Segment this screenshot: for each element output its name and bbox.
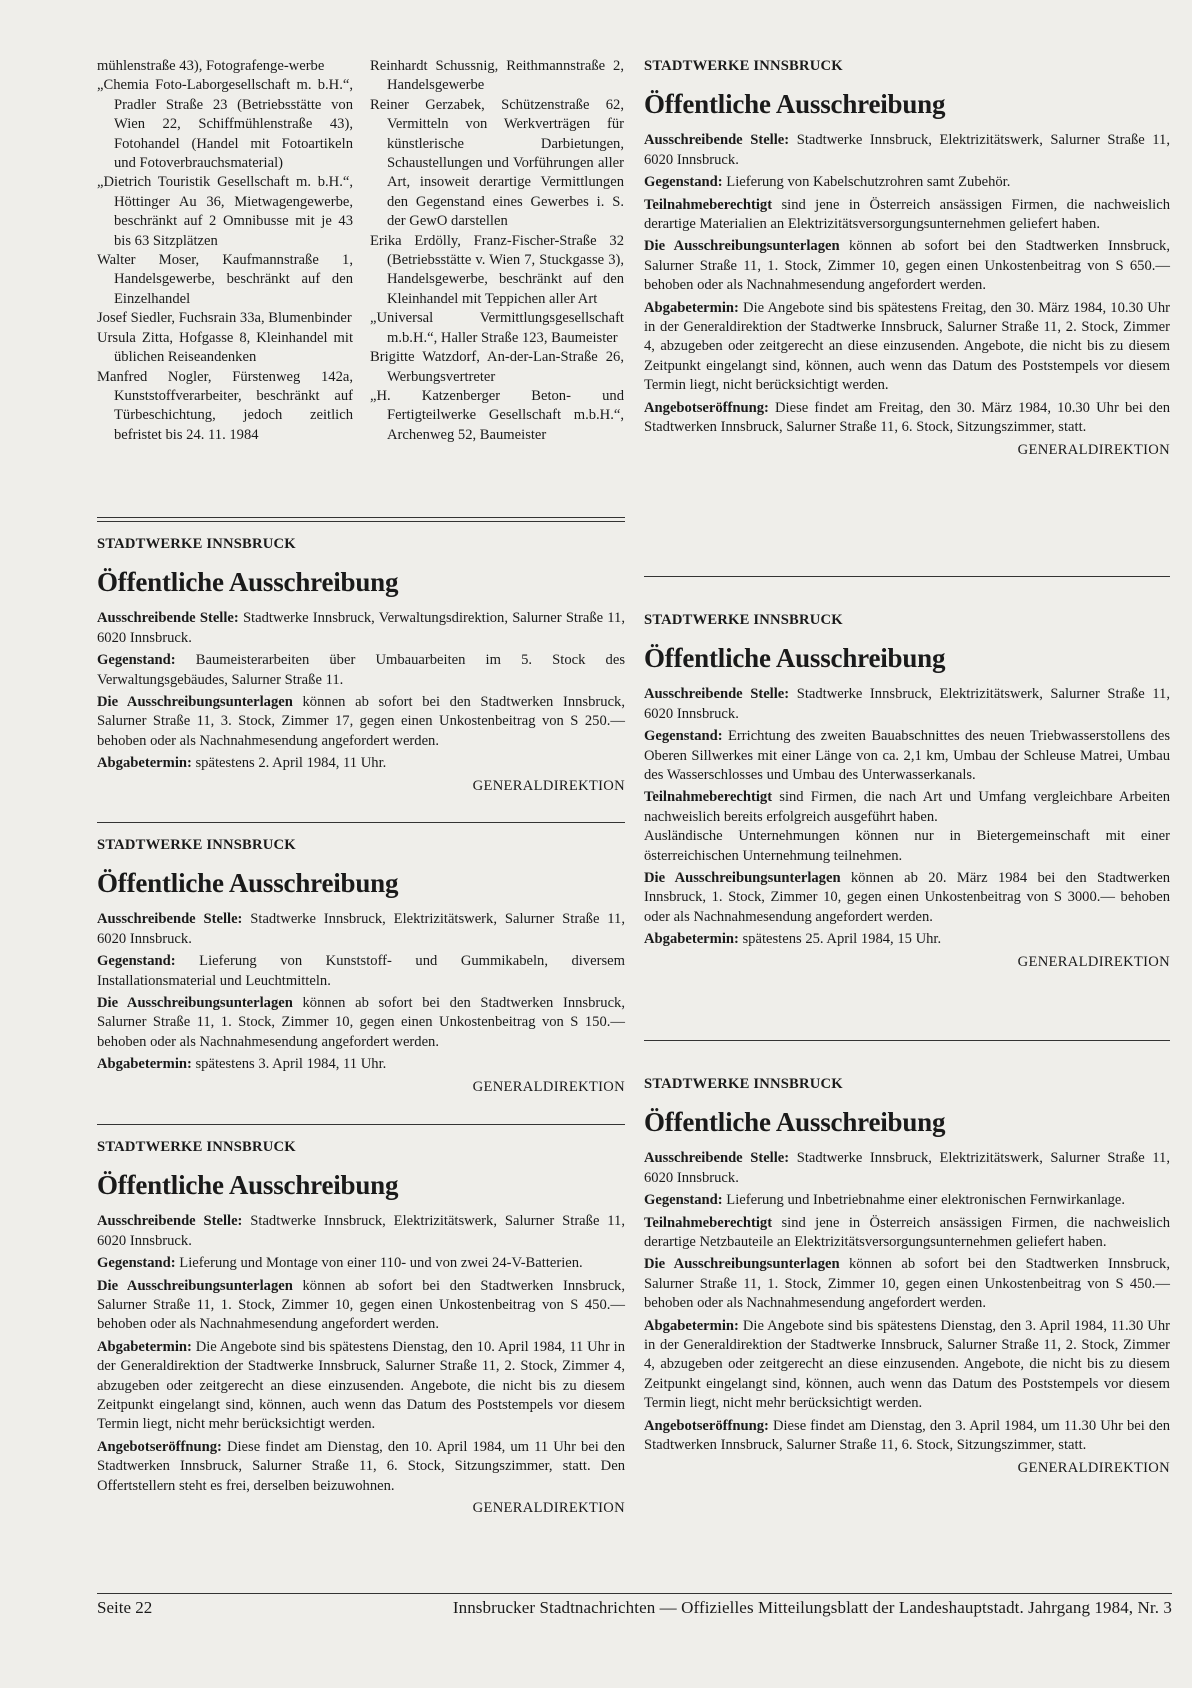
notice-title: Öffentliche Ausschreibung <box>644 89 946 120</box>
notice-paragraph <box>97 651 625 690</box>
tender-notice-6 <box>644 1075 1170 1478</box>
notice-text: Errichtung des zweiten Bauabschnittes des neuen Triebwasserstollens des Oberen Sillwerkes mit einer Länge von ca. 2,1 km, Umbau der Schleuse Matrei, Umbau des Wasserschlosses und Umbau des Unterwasserkanals. <box>644 728 1170 784</box>
notice-title: Öffentliche Ausschreibung <box>644 643 946 674</box>
double-rule <box>97 517 625 522</box>
notice-label: Teilnahmeberechtigt <box>644 789 773 806</box>
notice-label: Gegenstand: <box>644 174 723 191</box>
list-item: Walter Moser, Kaufmannstraße 1, Handelsgewerbe, beschränkt auf den Einzelhandel <box>97 252 353 307</box>
notice-text: sind jene in Österreich ansässigen Firmen, die nachweislich derartige Materialien an Elektrizitätsversorgungsunternehmen geliefert haben. <box>644 196 1170 233</box>
notice-paragraph <box>97 754 625 773</box>
notice-org: STADTWERKE INNSBRUCK <box>644 1076 843 1092</box>
notice-org: STADTWERKE INNSBRUCK <box>644 58 843 74</box>
notice-paragraph <box>644 196 1170 235</box>
notice-paragraph <box>97 1212 625 1251</box>
list-item: Brigitte Watzdorf, An-der-Lan-Straße 26, Werbungsvertreter <box>370 349 624 385</box>
page-number: Seite 22 <box>97 1598 153 1617</box>
notice-text: Stadtwerke Innsbruck, Verwaltungsdirektion, Salurner Straße 11, 6020 Innsbruck. <box>97 610 625 646</box>
divider-rule <box>644 1040 1170 1041</box>
notice-text: spätestens 2. April 1984, 11 Uhr. <box>191 755 387 772</box>
list-item: Josef Siedler, Fuchsrain 33a, Blumenbinder <box>97 310 352 327</box>
notice-org: STADTWERKE INNSBRUCK <box>97 837 296 853</box>
divider-rule <box>97 822 625 823</box>
notice-label: Die Ausschreibungsunterlagen <box>644 1256 840 1273</box>
notice-paragraph <box>97 1338 625 1435</box>
notice-text: können ab 20. März 1984 bei den Stadtwerken Innsbruck, 1. Stock, Zimmer 10, gegen einen Unkostenbeitrag von S 3000.— behoben oder als Nachnahmesendung angefordert werden. <box>644 870 1170 925</box>
notice-label: Abgabetermin: <box>97 1056 192 1073</box>
notice-paragraph <box>97 910 625 949</box>
notice-label: Angebotseröffnung: <box>644 399 769 416</box>
list-item: „H. Katzenberger Beton- und Fertigteilwerke Gesellschaft m.b.H.“, Archenweg 52, Baumeister <box>370 387 624 443</box>
notice-paragraph <box>644 1214 1170 1253</box>
notice-paragraph <box>644 131 1170 170</box>
trade-register-list-middle <box>370 57 624 445</box>
notice-paragraph <box>97 693 625 751</box>
notice-text: spätestens 25. April 1984, 15 Uhr. <box>738 931 942 948</box>
notice-label: Gegenstand: <box>97 652 176 669</box>
notice-label: Die Ausschreibungsunterlagen <box>97 1277 293 1294</box>
notice-paragraph <box>97 952 625 991</box>
notice-label: Angebotseröffnung: <box>97 1438 222 1455</box>
notice-paragraph <box>644 827 1170 866</box>
notice-label: Abgabetermin: <box>644 1317 739 1334</box>
notice-label: Gegenstand: <box>97 953 176 970</box>
trade-register-list-left <box>97 57 353 445</box>
tender-notice-5 <box>644 611 1170 972</box>
notice-text: Stadtwerke Innsbruck, Elektrizitätswerk, Salurner Straße 11, 6020 Innsbruck. <box>97 911 625 947</box>
list-item: „Chemia Foto-Laborgesellschaft m. b.H.“, Pradler Straße 23 (Betriebsstätte von Wien 22, Schiffmühlenstraße 43), Fotohandel (Handel mit Fotoartikeln und Fotoverbrauchsmaterial) <box>97 77 353 172</box>
notice-org: STADTWERKE INNSBRUCK <box>97 536 296 552</box>
notice-signature: GENERALDIREKTION <box>472 777 625 794</box>
notice-text: sind jene in Österreich ansässigen Firmen, die nachweislich derartige Netzbauteile an Elektrizitätsversorgungsunternehmen geliefert haben. <box>644 1214 1170 1251</box>
notice-paragraph <box>644 299 1170 396</box>
notice-label: Ausschreibende Stelle: <box>644 132 790 149</box>
notice-text: können ab sofort bei den Stadtwerken Innsbruck, Salurner Straße 11, 3. Stock, Zimmer 17, gegen einen Unkostenbeitrag von S 250.— behoben oder als Nachnahmesendung angefordert werden. <box>97 694 625 749</box>
notice-text: Lieferung und Inbetriebnahme einer elektronischen Fernwirkanlage. <box>722 1192 1126 1209</box>
notice-label: Ausschreibende Stelle: <box>644 1150 790 1167</box>
notice-paragraph <box>644 173 1170 192</box>
notice-paragraph <box>644 869 1170 927</box>
notice-text: Diese findet am Dienstag, den 10. April 1984, um 11 Uhr bei den Stadtwerken Innsbruck, Salurner Straße 11, 6. Stock, Sitzungszimmer, statt. Den Offertstellern steht es frei, derselben beizuwohnen. <box>97 1438 625 1494</box>
notice-signature: GENERALDIREKTION <box>1017 441 1170 458</box>
notice-label: Ausschreibende Stelle: <box>97 911 243 928</box>
notice-label: Ausschreibende Stelle: <box>97 1213 243 1230</box>
notice-text: Die Angebote sind bis spätestens Dienstag, den 10. April 1984, 11 Uhr in der Generaldirektion der Stadtwerke Innsbruck, Salurner Straße 11, 2. Stock, Zimmer 4, abzugeben oder zeitgerecht an diese einzusenden. Angebote, die nicht bis zu diesem Zeitpunkt eingelangt sind, können, auch wenn das Datum des Poststempels vor diesem Termin liegt, nicht mehr berücksichtigt werden. <box>97 1338 625 1433</box>
notice-text: Die Angebote sind bis spätestens Freitag, den 30. März 1984, 10.30 Uhr in der Generaldirektion der Stadtwerke Innsbruck, Salurner Straße 11, 2. Stock, Zimmer 4, abzugeben oder zeitgerecht an diese einzusenden. Angebote, die nicht bis zu diesem Zeitpunkt eingelangt sind, können, auch wenn das Datum des Poststempels vor diesem Termin liegt, nicht berücksichtigt werden. <box>644 299 1170 394</box>
list-item: mühlenstraße 43), Fotografenge-werbe <box>97 58 325 74</box>
notice-label: Abgabetermin: <box>97 1338 192 1355</box>
notice-text: können ab sofort bei den Stadtwerken Innsbruck, Salurner Straße 11, 1. Stock, Zimmer 10, gegen einen Unkostenbeitrag von S 150.— behoben oder als Nachnahmesendung angefordert werden. <box>97 995 625 1050</box>
notice-text: Lieferung von Kunststoff- und Gummikabeln, diversem Installationsmaterial und Leuchtmitteln. <box>97 953 625 989</box>
notice-label: Abgabetermin: <box>644 931 739 948</box>
divider-rule <box>644 576 1170 577</box>
list-item: Manfred Nogler, Fürstenweg 142a, Kunststoffverarbeiter, beschränkt auf Türbeschichtung, jedoch zeitlich befristet bis 24. 11. 1984 <box>97 368 353 443</box>
notice-title: Öffentliche Ausschreibung <box>97 1170 399 1201</box>
notice-label: Teilnahmeberechtigt <box>644 196 773 213</box>
notice-label: Die Ausschreibungsunterlagen <box>97 694 293 711</box>
notice-title: Öffentliche Ausschreibung <box>97 567 399 598</box>
notice-label: Die Ausschreibungsunterlagen <box>97 995 293 1012</box>
notice-text: können ab sofort bei den Stadtwerken Innsbruck, Salurner Straße 11, 1. Stock, Zimmer 10, gegen einen Unkostenbeitrag von S 450.— behoben oder als Nachnahmesendung angefordert werden. <box>97 1277 625 1333</box>
notice-paragraph <box>644 930 1170 949</box>
notice-signature: GENERALDIREKTION <box>1017 953 1170 970</box>
divider-rule <box>97 1124 625 1125</box>
notice-label: Gegenstand: <box>644 1192 723 1209</box>
notice-paragraph <box>97 994 625 1052</box>
list-item: Erika Erdölly, Franz-Fischer-Straße 32 (Betriebsstätte v. Wien 7, Stuckgasse 3), Handelsgewerbe, beschränkt auf den Kleinhandel mit Teppichen aller Art <box>370 232 624 307</box>
notice-text: können ab sofort bei den Stadtwerken Innsbruck, Salurner Straße 11, 1. Stock, Zimmer 10, gegen einen Unkostenbeitrag von S 450.— behoben oder als Nachnahmesendung angefordert werden. <box>644 1256 1170 1312</box>
notice-text: Baumeisterarbeiten über Umbauarbeiten im 5. Stock des Verwaltungsgebäudes, Salurner Straße 11. <box>97 652 625 688</box>
notice-paragraph <box>97 1055 625 1074</box>
list-item: „Dietrich Touristik Gesellschaft m. b.H.“, Höttinger Au 36, Mietwagengewerbe, beschränkt auf 2 Omnibusse mit je 43 bis 63 Sitzplätzen <box>97 174 353 249</box>
notice-text: Die Angebote sind bis spätestens Dienstag, den 3. April 1984, 11.30 Uhr in der Generaldirektion der Stadtwerke Innsbruck, Salurner Straße 11, 2. Stock, Zimmer 4, abzugeben oder zeitgerecht an diese einzusenden. Angebote, die nicht bis zu diesem Zeitpunkt eingelangt sind, können, auch wenn das Datum des Poststempels vor diesem Termin liegt, nicht mehr berücksichtigt werden. <box>644 1317 1170 1412</box>
notice-label: Angebotseröffnung: <box>644 1417 769 1434</box>
list-item: Reinhardt Schussnig, Reithmannstraße 2, Handelsgewerbe <box>370 58 624 94</box>
list-item: Reiner Gerzabek, Schützenstraße 62, Vermitteln von Werkverträgen für künstlerische Darbietungen, Schaustellungen und Vorführungen aller Art, insoweit derartige Vermittlungen den Gegenstand eines Gewerbes i. S. der GewO darstellen <box>370 96 624 230</box>
notice-text: Ausländische Unternehmungen können nur in Bietergemeinschaft mit einer österreichischen Unternehmung teilnehmen. <box>644 828 1170 864</box>
notice-text: Diese findet am Freitag, den 30. März 1984, 10.30 Uhr bei den Stadtwerken Innsbruck, Salurner Straße 11, 6. Stock, Sitzungszimmer, statt. <box>644 399 1170 436</box>
notice-paragraph <box>644 399 1170 438</box>
notice-label: Die Ausschreibungsunterlagen <box>644 870 841 887</box>
publication-line: Innsbrucker Stadtnachrichten — Offizielles Mitteilungsblatt der Landeshauptstadt. Jahrgang 1984, Nr. 3 <box>452 1598 1172 1617</box>
notice-text: können ab sofort bei den Stadtwerken Innsbruck, Salurner Straße 11, 1. Stock, Zimmer 10, gegen einen Unkostenbeitrag von S 650.— behoben oder als Nachnahmesendung angefordert werden. <box>644 238 1170 294</box>
notice-text: Stadtwerke Innsbruck, Elektrizitätswerk, Salurner Straße 11, 6020 Innsbruck. <box>97 1213 625 1249</box>
notice-paragraph <box>644 1149 1170 1188</box>
notice-paragraph <box>644 1255 1170 1313</box>
notice-text: Lieferung und Montage von einer 110- und von zwei 24-V-Batterien. <box>175 1255 583 1272</box>
footer-rule <box>97 1593 1172 1594</box>
notice-text: Stadtwerke Innsbruck, Elektrizitätswerk, Salurner Straße 11, 6020 Innsbruck. <box>644 132 1170 168</box>
notice-paragraph <box>644 685 1170 724</box>
notice-paragraph <box>644 727 1170 785</box>
notice-label: Ausschreibende Stelle: <box>644 686 790 703</box>
notice-paragraph <box>97 1254 625 1273</box>
list-item: „Universal Vermittlungsgesellschaft m.b.H.“, Haller Straße 123, Baumeister <box>370 310 624 346</box>
tender-notice-3 <box>97 1138 625 1519</box>
notice-label: Teilnahmeberechtigt <box>644 1214 773 1231</box>
notice-title: Öffentliche Ausschreibung <box>644 1107 946 1138</box>
list-item: Ursula Zitta, Hofgasse 8, Kleinhandel mit üblichen Reiseandenken <box>97 329 353 366</box>
tender-notice-4 <box>644 57 1170 460</box>
notice-text: sind Firmen, die nach Art und Umfang vergleichbare Arbeiten nachweislich bereits erfolgreich ausgeführt haben. <box>644 789 1170 825</box>
notice-label: Gegenstand: <box>97 1255 176 1272</box>
notice-title: Öffentliche Ausschreibung <box>97 868 399 899</box>
notice-signature: GENERALDIREKTION <box>472 1500 625 1517</box>
notice-text: Stadtwerke Innsbruck, Elektrizitätswerk, Salurner Straße 11, 6020 Innsbruck. <box>644 1150 1170 1186</box>
notice-signature: GENERALDIREKTION <box>1017 1459 1170 1476</box>
notice-text: spätestens 3. April 1984, 11 Uhr. <box>191 1056 387 1073</box>
notice-text: Lieferung von Kabelschutzrohren samt Zubehör. <box>722 174 1011 191</box>
notice-paragraph <box>97 609 625 648</box>
notice-label: Ausschreibende Stelle: <box>97 610 239 627</box>
notice-org: STADTWERKE INNSBRUCK <box>97 1139 296 1155</box>
notice-paragraph <box>644 1317 1170 1414</box>
notice-signature: GENERALDIREKTION <box>472 1078 625 1095</box>
notice-paragraph <box>644 1417 1170 1456</box>
notice-paragraph <box>644 237 1170 295</box>
notice-paragraph <box>97 1438 625 1496</box>
notice-paragraph <box>644 788 1170 827</box>
notice-label: Die Ausschreibungsunterlagen <box>644 238 840 255</box>
notice-text: Diese findet am Dienstag, den 3. April 1984, um 11.30 Uhr bei den Stadtwerken Innsbruck, Salurner Straße 11, 6. Stock, Sitzungszimmer, statt. <box>644 1417 1170 1454</box>
tender-notice-1 <box>97 535 625 796</box>
notice-label: Abgabetermin: <box>644 299 739 316</box>
tender-notice-2 <box>97 836 625 1097</box>
notice-label: Gegenstand: <box>644 728 723 745</box>
notice-paragraph <box>97 1277 625 1335</box>
notice-label: Abgabetermin: <box>97 755 192 772</box>
notice-org: STADTWERKE INNSBRUCK <box>644 612 843 628</box>
notice-paragraph <box>644 1191 1170 1210</box>
notice-text: Stadtwerke Innsbruck, Elektrizitätswerk, Salurner Straße 11, 6020 Innsbruck. <box>644 686 1170 722</box>
